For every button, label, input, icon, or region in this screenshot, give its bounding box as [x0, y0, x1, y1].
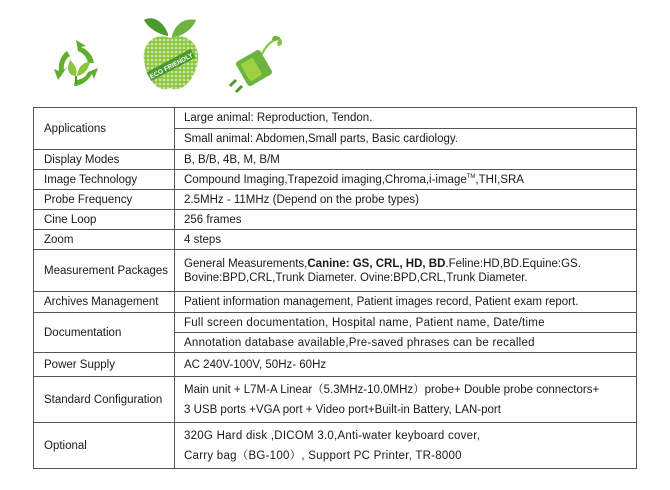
table-row: [34, 423, 637, 469]
row-value: B, B/B, 4B, M, B/M: [175, 150, 637, 170]
row-label: Zoom: [34, 230, 175, 250]
spec-table: [33, 107, 637, 469]
measure-canine: Canine: GS, CRL, HD, BD: [307, 257, 446, 270]
config-line-1: Main unit + L7M-A Linear（5.3MHz-10.0MHz）probe+ Double probe connectors+: [184, 383, 600, 396]
table-row: [34, 313, 637, 333]
row-value: Full screen documentation, Hospital name, Patient name, Date/time: [175, 313, 637, 333]
row-label: Optional: [34, 423, 175, 469]
measure-general: General Measurements,: [184, 257, 308, 270]
eco-friendly-text: ECO FRIENDLY: [148, 52, 195, 81]
table-row: [34, 250, 637, 292]
image-tech-suffix: ,THI,SRA: [475, 173, 524, 186]
row-label: Documentation: [34, 313, 175, 353]
row-value: Patient information management, Patient images record, Patient exam report.: [175, 292, 637, 313]
row-label: Power Supply: [34, 353, 175, 377]
image-tech-text: Compound Imaging,Trapezoid imaging,Chroma,i-image: [184, 173, 467, 186]
row-value: 4 steps: [175, 230, 637, 250]
row-value: [175, 170, 637, 190]
row-label: Archives Management: [34, 292, 175, 313]
row-label: Measurement Packages: [34, 250, 175, 292]
row-value: [175, 377, 637, 423]
row-label: Cine Loop: [34, 210, 175, 230]
optional-line-1: 320G Hard disk ,DICOM 3.0,Anti-water keyboard cover,: [184, 429, 481, 442]
table-row: [34, 190, 637, 210]
trademark-mark: TM: [466, 173, 476, 180]
eco-friendly-apple-icon: [138, 14, 202, 98]
row-value: [175, 423, 637, 469]
recycle-leaf-icon: [48, 36, 104, 94]
row-value: 256 frames: [175, 210, 637, 230]
row-value: Annotation database available,Pre-saved phrases can be recalled: [175, 333, 637, 353]
table-row: [34, 377, 637, 423]
measure-bovine-ovine: Bovine:BPD,CRL,Trunk Diameter. Ovine:BPD,CRL,Trunk Diameter.: [184, 271, 528, 284]
row-label: Standard Configuration: [34, 377, 175, 423]
config-line-2: 3 USB ports +VGA port + Video port+Built-in Battery, LAN-port: [184, 403, 501, 416]
row-label: Image Technology: [34, 170, 175, 190]
eco-badges: [0, 0, 670, 108]
row-value: Large animal: Reproduction, Tendon.: [175, 108, 637, 129]
row-value: 2.5MHz - 11MHz (Depend on the probe types): [175, 190, 637, 210]
table-row: [34, 353, 637, 377]
optional-line-2: Carry bag（BG-100）, Support PC Printer, TR-8000: [184, 449, 462, 462]
table-row: [34, 230, 637, 250]
table-row: [34, 170, 637, 190]
row-label: Probe Frequency: [34, 190, 175, 210]
table-row: [34, 150, 637, 170]
row-label: Applications: [34, 108, 175, 150]
row-label: Display Modes: [34, 150, 175, 170]
row-value: [175, 250, 637, 292]
green-plug-icon: [228, 34, 288, 96]
row-value: AC 240V-100V, 50Hz- 60Hz: [175, 353, 637, 377]
measure-feline-equine: .Feline:HD,BD.Equine:GS.: [445, 257, 581, 270]
row-value: Small animal: Abdomen,Small parts, Basic cardiology.: [175, 129, 637, 150]
table-row: [34, 292, 637, 313]
table-row: [34, 210, 637, 230]
table-row: [34, 108, 637, 129]
